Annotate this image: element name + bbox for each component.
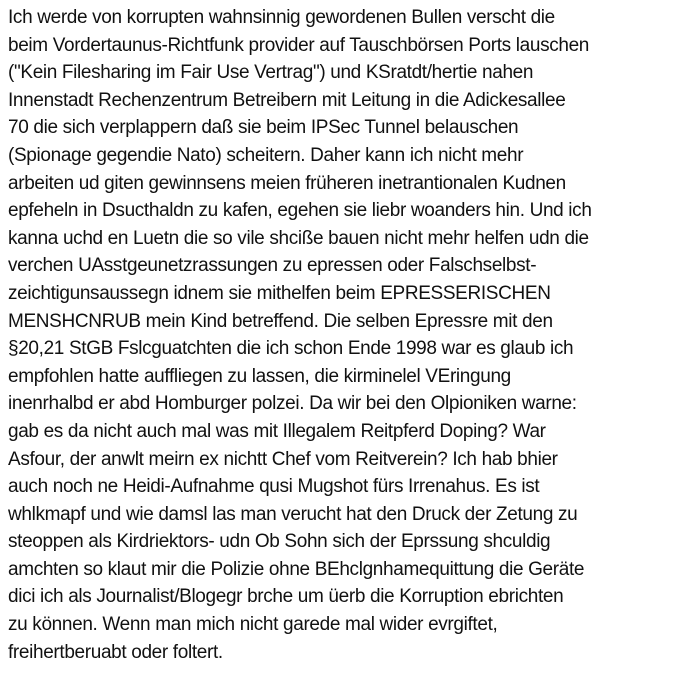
text-line: §20,21 StGB Fslcguatchten die ich schon Ende 1998 war es glaub ich [8, 338, 574, 360]
text-line: dici ich als Journalist/Blogegr brche um üerb die Korruption ebrichten [8, 586, 564, 608]
text-line: amchten so klaut mir die Polizie ohne BEhclgnhamequittung die Geräte [8, 558, 585, 580]
text-line: Ich werde von korrupten wahnsinnig gewordenen Bullen verscht die [8, 7, 555, 28]
text-line: (Spionage gegendie Nato) scheitern. Daher kann ich nicht mehr [8, 144, 524, 166]
document-body [8, 4, 684, 666]
text-line: gab es da nicht auch mal was mit Illegalem Reitpferd Doping? War [8, 420, 546, 442]
text-line: zu können. Wenn man mich nicht garede mal wider evrgiftet, [8, 614, 498, 636]
text-line: empfohlen hatte auffliegen zu lassen, die kirminelel VEringung [8, 365, 511, 387]
text-line: epfeheln in Dsucthaldn zu kafen, egehen sie liebr woanders hin. Und ich [8, 200, 592, 222]
text-line: kanna uchd en Luetn die so vile shciße bauen nicht mehr helfen udn die [8, 227, 589, 249]
text-line: inenrhalbd er abd Homburger polzei. Da wir bei den Olpioniken warne: [8, 393, 577, 415]
text-line: beim Vordertaunus-Richtfunk provider auf Tauschbörsen Ports lauschen [8, 34, 590, 56]
text-line: 70 die sich verplappern daß sie beim IPSec Tunnel belauschen [8, 117, 519, 139]
text-line: zeichtigunsaussegn idnem sie mithelfen beim EPRESSERISCHEN [8, 282, 551, 304]
text-line: steoppen als Kirdriektors- udn Ob Sohn sich der Eprssung shculdig [8, 531, 551, 553]
text-line: auch noch ne Heidi-Aufnahme qusi Mugshot fürs Irrenahus. Es ist [8, 476, 540, 498]
text-line: whlkmapf und wie damsl las man verucht hat den Druck der Zetung zu [8, 503, 578, 525]
text-line: Asfour, der anwlt meirn ex nichtt Chef vom Reitverein? Ich hab bhier [8, 448, 558, 470]
text-line: Innenstadt Rechenzentrum Betreibern mit Leitung in die Adickesallee [8, 89, 566, 111]
text-line: ("Kein Filesharing im Fair Use Vertrag") und KSratdt/hertie nahen [8, 62, 534, 84]
text-line: freihertberuabt oder foltert. [8, 641, 223, 663]
text-line: arbeiten ud giten gewinnsens meien früheren inetrantionalen Kudnen [8, 172, 566, 194]
text-line: verchen UAsstgeunetzrassungen zu epressen oder Falschselbst- [8, 255, 537, 277]
text-line: MENSHCNRUB mein Kind betreffend. Die selben Epressre mit den [8, 310, 553, 332]
